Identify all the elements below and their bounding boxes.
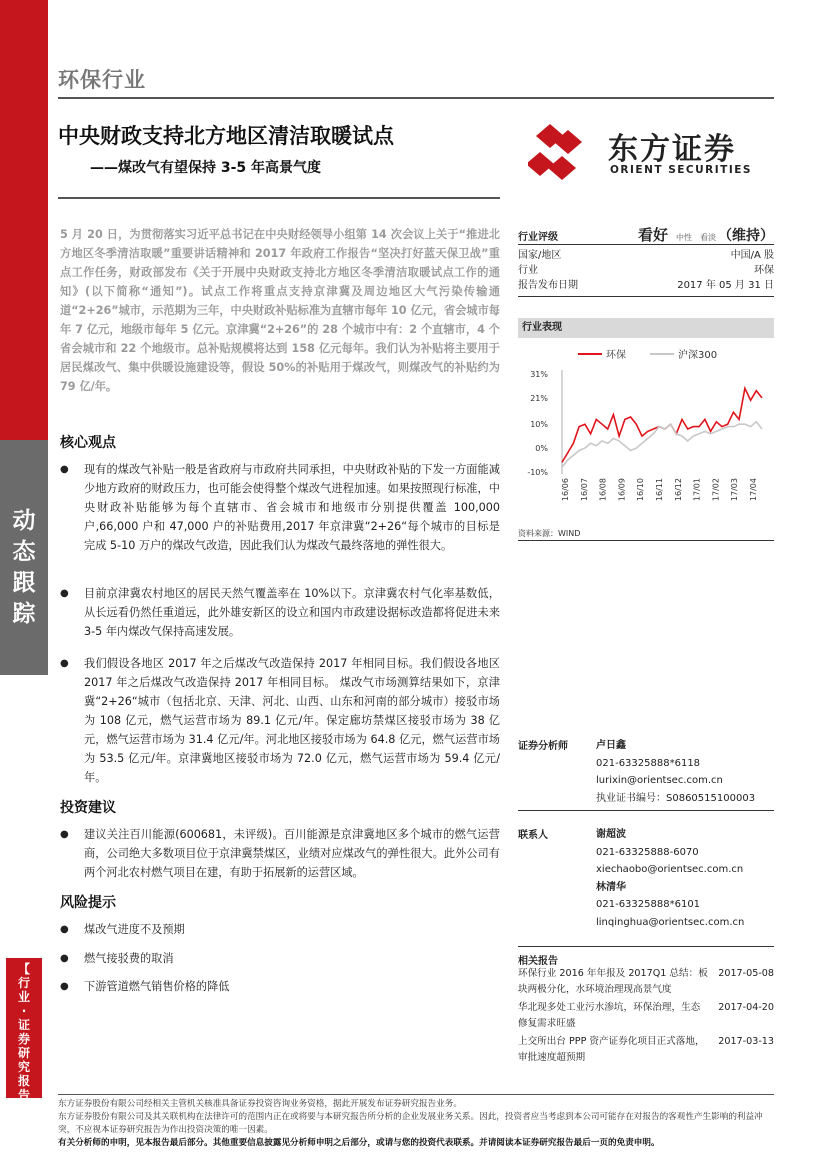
analyst-name: 卢日鑫 xyxy=(596,740,626,751)
info-row: 行业 环保 xyxy=(518,265,774,276)
rating-option-neutral: 中性 xyxy=(676,233,692,242)
y-tick-label: 31% xyxy=(530,370,548,379)
chart-divider xyxy=(518,540,774,541)
risk-bullet: ● 煤改气进度不及预期 xyxy=(60,920,500,939)
summary-paragraph: 5 月 20 日，为贯彻落实习近平总书记在中央财经领导小组第 14 次会议上关于“推进北方地区冬季清洁取暖”重要讲话精神和 2017 年政府工作报告“坚决打好蓝天保卫战”重点工作任务，财政部发布《关于开展中央财政支持北方地区冬季清洁取暖试点工作的通知》(以下简称“通知”)。试点工作将重点支持京津冀及周边地区大气污染传输通道“2+26”城市，示范期为三年，中央财政补贴标准为直辖市每年 10 亿元，省会城市每年 7 亿元，地级市每年 5 亿元。京津冀“2+26”的 28 个城市中有：2 个直辖市，4 个省会城市和 22 个地级市。总补贴规模将达到 158 亿元每年。我们认为补贴将主要用于居民煤改气、集中供暖设施建设等，假设 50%的补贴用于煤改气，则煤改气的补贴约为 79 亿/年。 xyxy=(60,228,500,393)
logo-mark-icon xyxy=(528,122,598,182)
bullet-icon: ● xyxy=(60,658,69,669)
analyst-email[interactable]: lurixin@orientsec.com.cn xyxy=(596,775,723,786)
logo-text-cn: 东方证券 xyxy=(608,132,736,167)
bullet-icon: ● xyxy=(60,829,69,840)
risk-heading: 风险提示 xyxy=(60,895,116,911)
industry-rating xyxy=(518,224,774,245)
legend-label: 沪深300 xyxy=(678,350,718,361)
x-tick-label: 16/09 xyxy=(617,478,627,502)
contact-email[interactable]: xiechaobo@orientsec.com.cn xyxy=(596,864,744,875)
rating-label: 行业评级 xyxy=(518,232,558,243)
legend-label: 环保 xyxy=(606,350,626,361)
risk-bullet: ● 下游管道燃气销售价格的降低 xyxy=(60,977,500,996)
contact-email[interactable]: linqinghua@orientsec.com.cn xyxy=(596,916,745,928)
core-views-heading: 核心观点 xyxy=(60,435,116,451)
report-type: 动 态 跟 踪 xyxy=(0,440,48,675)
related-item[interactable]: 上交所出台 PPP 资产证券化项目正式落地，审批速度超预期 2017-03-13 xyxy=(518,1036,774,1063)
y-tick-label: 0% xyxy=(535,444,548,454)
rating-divider xyxy=(518,244,774,245)
x-tick-label: 16/12 xyxy=(673,478,683,502)
x-tick-label: 16/08 xyxy=(598,478,608,502)
analyst-divider xyxy=(518,810,774,811)
x-tick-label: 16/11 xyxy=(655,478,664,502)
series-line xyxy=(562,388,762,462)
related-item[interactable]: 环保行业 2016 年年报及 2017Q1 总结：板块两极分化，水环境治理现高景气度 2017-05-08 xyxy=(518,968,774,995)
contact-phone: 021-63325888*6101 xyxy=(596,899,701,910)
rating-value: 看好 xyxy=(637,226,668,244)
related-item[interactable]: 华北现多处工业污水渗坑，环保治理，生态修复需求旺盛 2017-04-20 xyxy=(518,1002,774,1029)
x-tick-label: 17/04 xyxy=(749,478,758,502)
bullet-icon: ● xyxy=(60,981,69,992)
risk-bullet: ● 燃气接驳费的取消 xyxy=(60,949,500,968)
y-tick-label: 21% xyxy=(530,393,548,403)
info-row: 报告发布日期 2017 年 05 月 31 日 xyxy=(518,280,774,291)
info-divider xyxy=(518,296,774,297)
contacts-role: 联系人 xyxy=(518,830,548,841)
core-bullet: ● 现有的煤改气补贴一般是省政府与市政府共同承担，中央财政补贴的下发一方面能减少地方政府的财政压力，也可能会使得整个煤改气进程加速。如果按照现行标准，中央财政补贴能够为每个直辖市、省会城市和地级市分别提供覆盖 100,000 户,66,000 户和 47,000 户的补贴费用,2017 年京津冀“2+26“每个城市的目标是完成 5-10 万户的煤改气改造，因此我们认为煤改气最终落地的弹性很大。 xyxy=(60,460,500,555)
contact-name: 谢超波 xyxy=(596,829,626,840)
bullet-icon: ● xyxy=(60,464,69,475)
x-tick-label: 17/03 xyxy=(730,478,740,502)
invest-bullet: ● 建议关注百川能源(600681，未评级)。百川能源是京津冀地区多个城市的燃气运营商，公司绝大多数项目位于京津冀禁煤区，业绩对应煤改气的弹性很大。此外公司有两个河北农村燃气项目在建，有助于拓展新的运营区域。 xyxy=(60,825,500,882)
rating-status: （维持） xyxy=(718,228,774,244)
disclaimer: 东方证券股份有限公司经相关主管机关核准具备证券投资咨询业务资格，据此开展发布证券研究报告业务。 东方证券股份有限公司及其关联机构在法律许可的范围内正在或将要与本研究报告所分析的企业发展业务关系。因此，投资者应当考虑到本公司可能存在对报告的客观性产生影响的利益冲突，不应视本证券研究报告为作出投资决策的唯一因素。 有关分析师的申明，见本报告最后部分。其他重要信息披露见分析师申明之后部分，或请与您的投资代表联系。并请阅读本证券研究报告最后一页的免责申明。 xyxy=(58,1099,763,1148)
company-logo xyxy=(528,122,778,182)
contacts-card xyxy=(596,826,744,931)
contact-phone: 021-63325888-6070 xyxy=(596,846,699,858)
report-category-label: 【 行 业 · 证 券 研 究 报 告 】 xyxy=(6,958,42,1098)
related-heading: 相关报告 xyxy=(518,956,558,967)
side-red-bar xyxy=(0,0,48,440)
info-row: 国家/地区 中国/A 股 xyxy=(518,250,774,261)
contact-name: 林清华 xyxy=(596,881,626,893)
logo-text-en: ORIENT SECURITIES xyxy=(610,164,752,176)
page-subtitle: ——煤改气有望保持 3-5 年高景气度 xyxy=(90,160,322,176)
bullet-icon: ● xyxy=(60,588,69,599)
info-table xyxy=(518,248,774,293)
chart-source: 资料来源：WIND xyxy=(518,529,581,538)
header-divider xyxy=(58,97,774,99)
bullet-icon: ● xyxy=(60,953,69,964)
related-divider xyxy=(518,946,774,947)
analyst-role: 证券分析师 xyxy=(518,741,568,752)
core-bullet: ● 我们假设各地区 2017 年之后煤改气改造保持 2017 年相同目标。我们假设各地区 2017 年之后煤改气改造保持 2017 年相同目标。 煤改气市场测算结果如下，京津冀“2+26“城市（包括北京、天津、河北、山西、山东和河南的部分城市）接驳市场为 108 亿元，燃气运营市场为 89.1 亿元/年。保定廊坊禁煤区接驳市场为 38 亿元，燃气运营市场为 31.4 亿元/年。河北地区接驳市场为 64.8 亿元，燃气运营市场为 53.5 亿元/年。京津冀地区接驳市场为 72.0 亿元，燃气运营市场为 59.4 亿元/年。 xyxy=(60,654,500,787)
x-tick-label: 16/07 xyxy=(579,478,589,502)
x-tick-label: 17/02 xyxy=(711,478,721,502)
sector-name: 环保行业 xyxy=(58,68,146,92)
x-tick-label: 16/10 xyxy=(636,478,646,502)
analyst-phone: 021-63325888*6118 xyxy=(596,757,701,769)
analyst-cert: 执业证书编号：S0860515100003 xyxy=(596,792,756,804)
invest-heading: 投资建议 xyxy=(60,800,116,816)
chart-title: 行业表现 xyxy=(518,318,774,338)
related-list xyxy=(518,966,774,1066)
y-tick-label: 10% xyxy=(530,420,548,430)
bullet-icon: ● xyxy=(60,924,69,935)
x-tick-label: 16/06 xyxy=(561,478,570,502)
industry-performance-chart xyxy=(518,342,774,520)
title-divider xyxy=(58,197,500,199)
core-bullet: ● 目前京津冀农村地区的居民天然气覆盖率在 10%以下。京津冀农村气化率基数低，从长远看仍然任重道远，此外雄安新区的设立和国内市政建设据标改造都将促进未来 3-5 年内煤改气保持高速发展。 xyxy=(60,584,500,641)
footer-divider xyxy=(58,1094,774,1095)
x-tick-label: 17/01 xyxy=(692,478,702,502)
page-title: 中央财政支持北方地区清洁取暖试点 xyxy=(58,124,394,148)
rating-option-negative: 看淡 xyxy=(700,233,716,242)
analyst-card xyxy=(596,737,755,807)
y-tick-label: -10% xyxy=(527,468,548,477)
